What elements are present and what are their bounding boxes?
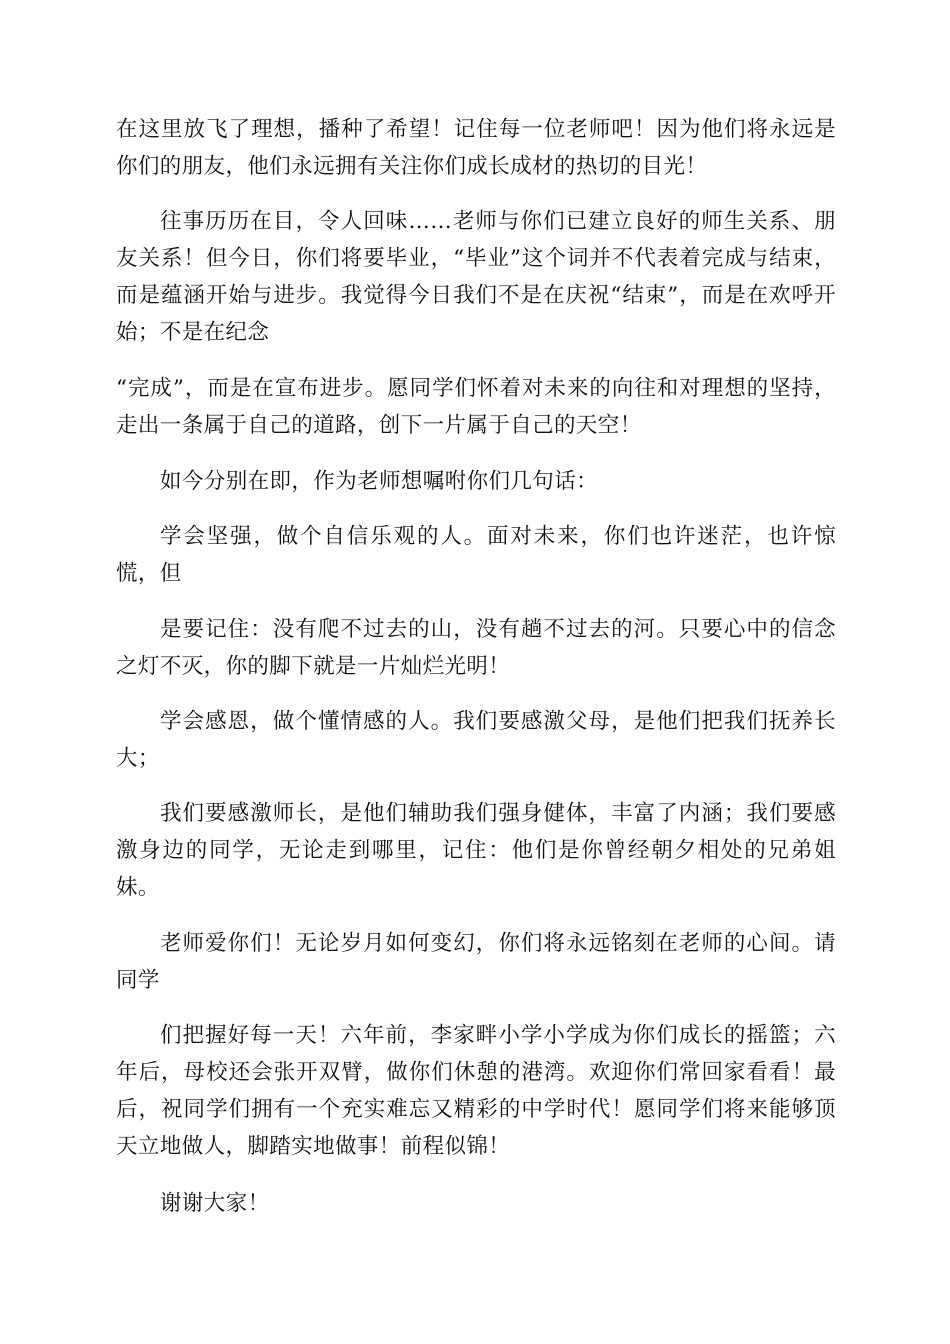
paragraph-7: 学会感恩，做个懂情感的人。我们要感激父母，是他们把我们抚养长大； xyxy=(116,709,836,771)
paragraph-9: 老师爱你们！无论岁月如何变幻，你们将永远铭刻在老师的心间。请同学 xyxy=(116,931,836,993)
paragraph-6: 是要记住：没有爬不过去的山，没有趟不过去的河。只要心中的信念之灯不灭，你的脚下就是一片灿烂光明！ xyxy=(116,617,836,679)
paragraph-10: 们把握好每一天！六年前，李家畔小学小学成为你们成长的摇篮；六年后，母校还会张开双臂，做你们休憩的港湾。欢迎你们常回家看看！最后，祝同学们拥有一个充实难忘又精彩的中学时代！愿同学们将来能够顶天立地做人，脚踏实地做事！前程似锦！ xyxy=(116,1023,836,1159)
paragraph-4: 如今分别在即，作为老师想嘱咐你们几句话： xyxy=(160,469,599,494)
paragraph-1: 在这里放飞了理想，播种了希望！记住每一位老师吧！因为他们将永远是你们的朋友，他们永远拥有关注你们成长成材的热切的目光！ xyxy=(116,117,836,179)
paragraph-11: 谢谢大家！ xyxy=(160,1191,270,1216)
paragraph-8: 我们要感激师长，是他们辅助我们强身健体，丰富了内涵；我们要感激身边的同学，无论走到哪里，记住：他们是你曾经朝夕相处的兄弟姐妹。 xyxy=(116,801,836,900)
paragraph-3: “完成”，而是在宣布进步。愿同学们怀着对未来的向往和对理想的坚持，走出一条属于自己的道路，创下一片属于自己的天空！ xyxy=(116,376,836,438)
paragraph-5: 学会坚强，做个自信乐观的人。面对未来，你们也许迷茫，也许惊慌，但 xyxy=(116,524,836,586)
paragraph-2: 往事历历在目，令人回味……老师与你们已建立良好的师生关系、朋友关系！但今日，你们将要毕业，“毕业”这个词并不代表着完成与结束，而是蕴涵开始与进步。我觉得今日我们不是在庆祝“结束”，而是在欢呼开始；不是在纪念 xyxy=(116,209,836,345)
